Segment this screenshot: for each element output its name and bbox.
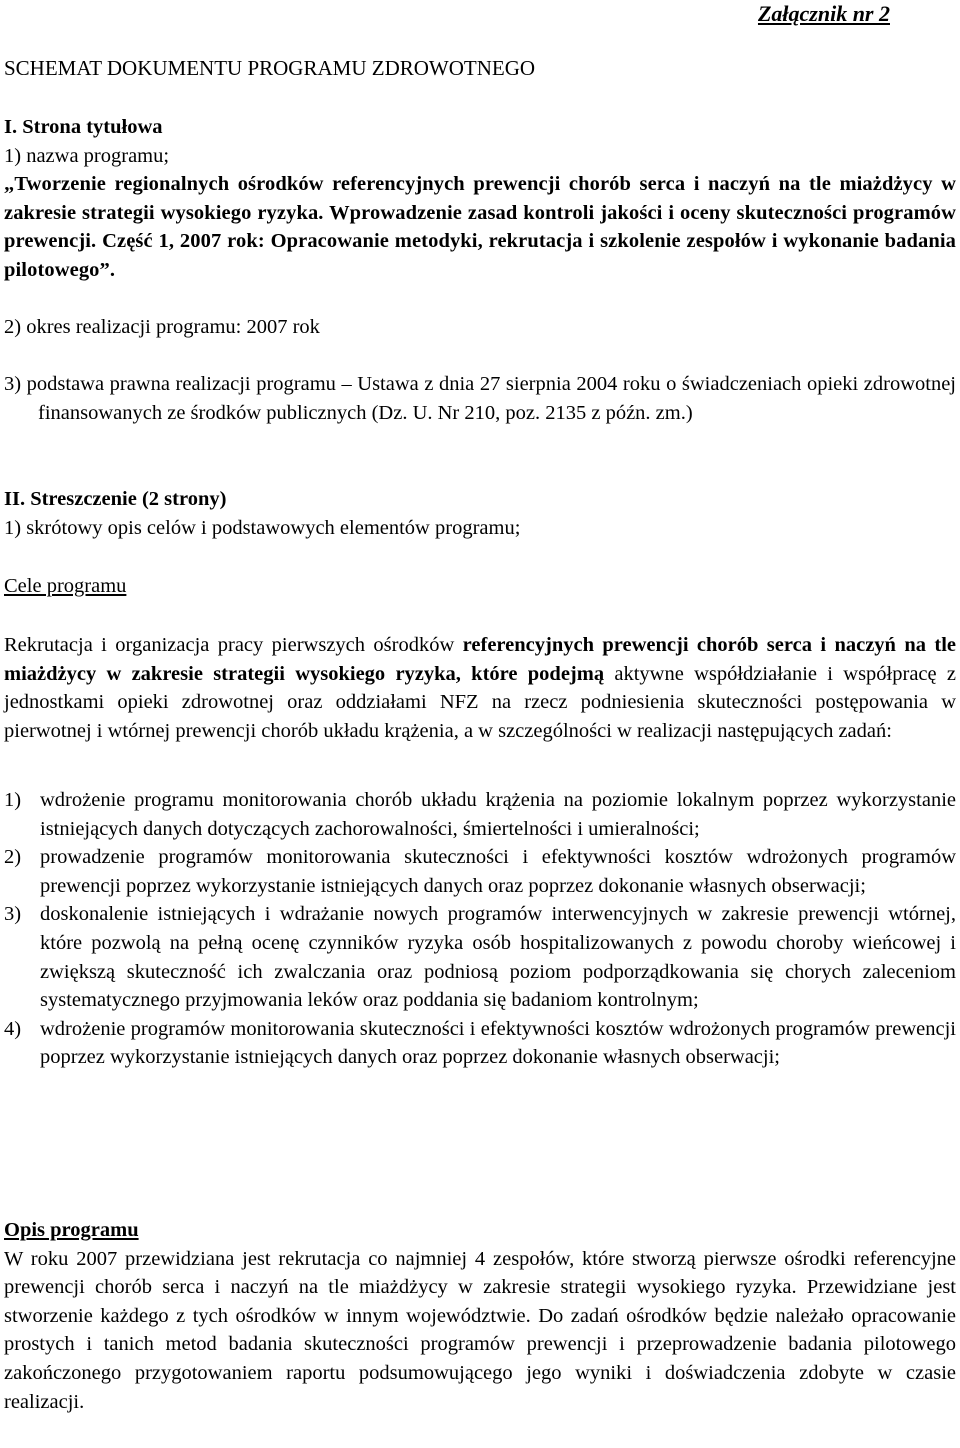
task-text: wdrożenie programów monitorowania skuteczności i efektywności kosztów wdrożonych programów prewencji poprzez wykorzystanie istniejących danych oraz poprzez dokonanie własnych obserwacji; [40,1017,956,1069]
task-item [4,1015,956,1072]
task-text: prowadzenie programów monitorowania skuteczności i efektywności kosztów wdrożonych programów prewencji poprzez wykorzystanie istniejących danych oraz poprzez dokonanie własnych obserwacji; [40,846,956,897]
goals-intro-part-b: referencyjnych prewencji chorób serca i naczyń na tle miażdżycy w zakresie strategii wysokiego ryzyka, które podejmą [4,634,956,685]
task-number: 1) [4,789,22,811]
task-item [4,786,956,843]
task-text: wdrożenie programu monitorowania chorób układu krążenia na poziomie lokalnym poprzez wykorzystanie istniejących danych dotyczących zachorowalności, śmiertelności i umieralności; [40,789,956,840]
description-heading: Opis programu [4,1219,139,1241]
tasks-list [4,786,956,1072]
section-summary [4,485,956,542]
section1-item1-label: 1) nazwa programu; [4,144,170,167]
task-item [4,900,956,1014]
goals-heading: Cele programu [4,575,127,597]
annex-label: Załącznik nr 2 [757,1,890,26]
task-item [4,843,956,900]
goals-intro [4,631,956,745]
task-number: 3) [4,903,22,926]
section1-heading: I. Strona tytułowa [4,116,163,138]
task-number: 2) [4,846,22,869]
section2-item1: 1) skrótowy opis celów i podstawowych elementów programu; [4,516,521,539]
document-title: SCHEMAT DOKUMENTU PROGRAMU ZDROWOTNEGO [4,56,536,80]
section1-item2: 2) okres realizacji programu: 2007 rok [4,316,320,338]
section2-heading: II. Streszczenie (2 strony) [4,488,227,510]
goals-intro-part-c: aktywne współdziałanie i współpracę z jednostkami opieki zdrowotnej oraz oddziałami NFZ na rzecz podniesienia skuteczności postępowania w pierwotnej i wtórnej prewencji chorób układu krążenia, a w szczególności w realizacji następujących zadań: [4,662,956,742]
task-text: doskonalenie istniejących i wdrażanie nowych programów interwencyjnych w zakresie prewencji wtórnej, które pozwolą na pełną ocenę czynników ryzyka osób hospitalizowanych z powodu choroby wieńcowej i zwiększą skuteczność ich zwalczania oraz podniosą poziom podporządkowania się chorych zaleceniom systematycznego przyjmowania leków oraz poddania się badaniom kontrolnym; [40,903,956,1012]
task-number: 4) [4,1017,22,1040]
description-section [4,1216,956,1416]
goals-intro-part-a: Rekrutacja i organizacja pracy pierwszych ośrodków [4,634,463,656]
program-name: „Tworzenie regionalnych ośrodków referencyjnych prewencji chorób serca i naczyń na tle miażdżycy w zakresie strategii wysokiego ryzyka. Wprowadzenie zasad kontroli jakości i oceny skuteczności programów prewencji. Część 1, 2007 rok: Opracowanie metodyki, rekrutacja i szkolenie zespołów i wykonanie badania pilotowego”. [4,173,956,281]
description-text: W roku 2007 przewidziana jest rekrutacja co najmniej 4 zespołów, które stworzą pierwsze ośrodki referencyjne prewencji chorób serca i naczyń na tle miażdżycy w zakresie strategii wysokiego ryzyka. Przewidziane jest stworzenie każdego z tych ośrodków w innym województwie. Do zadań ośrodków będzie należało opracowanie prostych i tanich metod badania skuteczności programów prewencji i przeprowadzenie badania pilotowego zakończonego przygotowaniem raportu podsumowującego jego wyniki i doświadczenia zdobyte w czasie realizacji. [4,1247,956,1413]
section1-item3: 3) podstawa prawna realizacji programu – Ustawa z dnia 27 sierpnia 2004 roku o świadczeniach opieki zdrowotnej finansowanych ze środków publicznych (Dz. U. Nr 210, poz. 2135 z późn. zm.) [4,373,956,424]
section-title-page [4,113,956,285]
